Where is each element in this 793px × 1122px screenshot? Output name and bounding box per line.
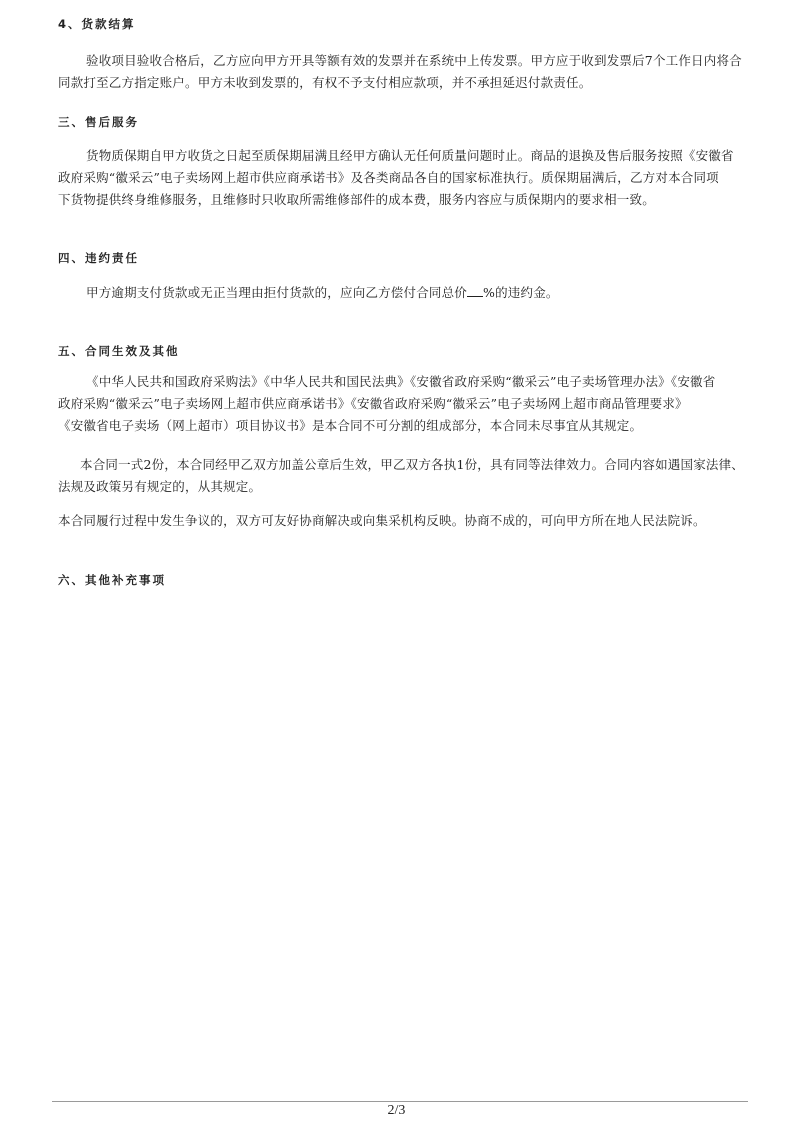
paragraph-line: 《安徽省电子卖场（网上超市）项目协议书》是本合同不可分割的组成部分，本合同未尽事宜从其规定。 — [58, 418, 643, 433]
paragraph-line: 下货物提供终身维修服务，且维修时只收取所需维修部件的成本费，服务内容应与质保期内的要求相一致。 — [58, 192, 655, 207]
paragraph-after-sales — [58, 145, 748, 211]
liability-text-before: 甲方逾期支付货款或无正当理由拒付货款的，应向乙方偿付合同总价 — [86, 285, 468, 300]
penalty-percent-blank — [467, 284, 483, 297]
section-heading-supplementary: 六、其他补充事项 — [58, 573, 166, 587]
paragraph-line: 《中华人民共和国政府采购法》《中华人民共和国民法典》《安徽省政府采购“徽采云”电子卖场管理办法》《安徽省 — [86, 374, 716, 389]
section-heading-payment-settlement: 4、货款结算 — [58, 17, 136, 31]
paragraph-line: 本合同一式2份，本合同经甲乙双方加盖公章后生效，甲乙双方各执1份，具有同等法律效力。合同内容如遇国家法律、 — [80, 457, 745, 472]
paragraph-line: 同款打至乙方指定账户。甲方未收到发票的，有权不予支付相应款项，并不承担延迟付款责任。 — [58, 75, 592, 90]
paragraph-line: 验收项目验收合格后，乙方应向甲方开具等额有效的发票并在系统中上传发票。甲方应于收到发票后7个工作日内将合 — [86, 53, 742, 68]
section-heading-after-sales: 三、售后服务 — [58, 115, 139, 129]
paragraph-line: 货物质保期自甲方收货之日起至质保期届满且经甲方确认无任何质量问题时止。商品的退换及售后服务按照《安徽省 — [86, 148, 734, 163]
paragraph-legal-basis — [58, 371, 748, 437]
section-heading-effectiveness: 五、合同生效及其他 — [58, 344, 180, 358]
paragraph-copies — [58, 454, 748, 498]
paragraph-line: 政府采购“徽采云”电子卖场网上超市供应商承诺书》《安徽省政府采购“徽采云”电子卖场网上超市商品管理要求》 — [58, 396, 688, 411]
liability-text-after: %的违约金。 — [483, 285, 559, 300]
page-number: 2/3 — [387, 1103, 406, 1118]
section-heading-liability: 四、违约责任 — [58, 251, 139, 265]
paragraph-line: 本合同履行过程中发生争议的，双方可友好协商解决或向集采机构反映。协商不成的，可向甲方所在地人民法院诉。 — [58, 513, 706, 528]
paragraph-disputes — [58, 510, 748, 532]
footer-divider — [52, 1101, 748, 1102]
paragraph-line: 法规及政策另有规定的，从其规定。 — [58, 479, 262, 494]
paragraph-payment-settlement — [58, 50, 748, 94]
paragraph-liability — [58, 282, 748, 304]
paragraph-line: 政府采购“徽采云”电子卖场网上超市供应商承诺书》及各类商品各自的国家标准执行。质保期届满后，乙方对本合同项 — [58, 170, 719, 185]
